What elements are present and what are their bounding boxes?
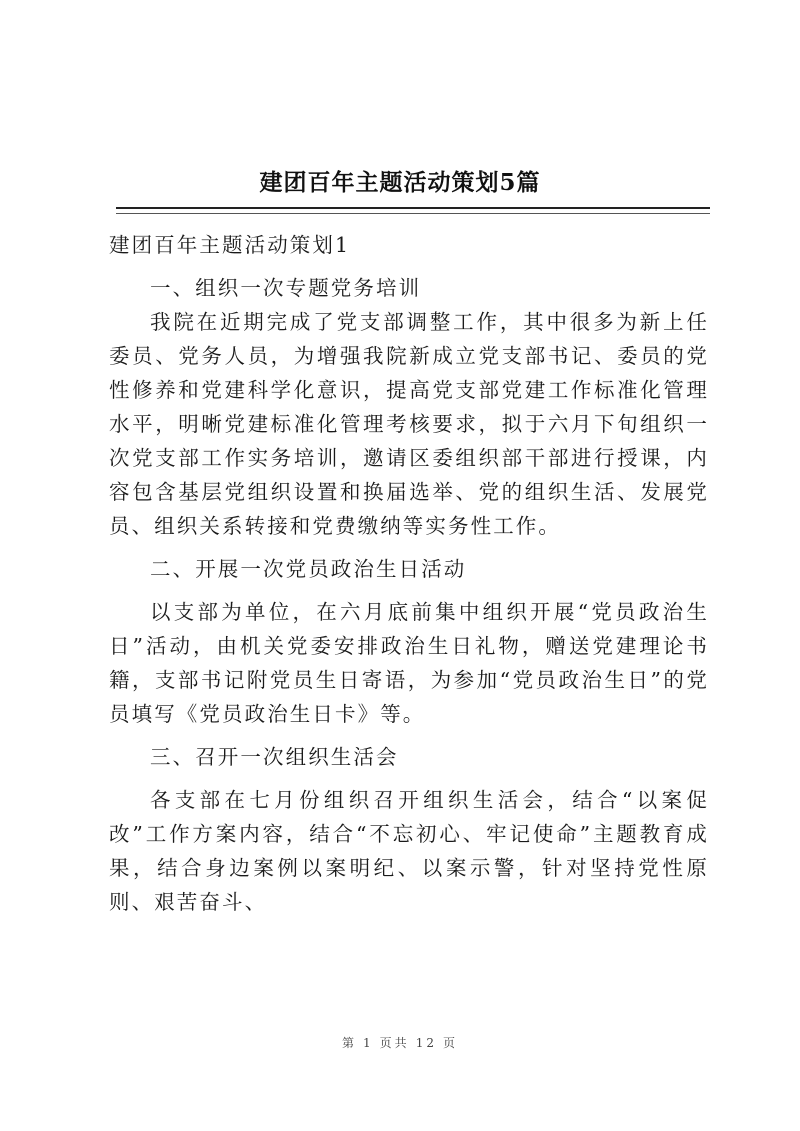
paragraph-3: 各支部在七月份组织召开组织生活会，结合“以案促改”工作方案内容，结合“不忘初心、牢记使命”主题教育成果，结合身边案例以案明纪、以案示警，针对坚持党性原则、艰苦奋斗、	[109, 788, 709, 914]
paragraph-1: 我院在近期完成了党支部调整工作，其中很多为新上任委员、党务人员，为增强我院新成立党支部书记、委员的党性修养和党建科学化意识，提高党支部党建工作标准化管理水平，明晰党建标准化管理考核要求，拟于六月下旬组织一次党支部工作实务培训，邀请区委组织部干部进行授课，内容包含基层党组织设置和换届选举、党的组织生活、发展党员、组织关系转接和党费缴纳等实务性工作。	[109, 310, 709, 538]
document-body	[109, 228, 709, 919]
paragraph-2: 以支部为单位，在六月底前集中组织开展“党员政治生日”活动，由机关党委安排政治生日礼物，赠送党建理论书籍，支部书记附党员生日寄语，为参加“党员政治生日”的党员填写《党员政治生日卡》等。	[109, 600, 709, 726]
document-title: 建团百年主题活动策划5篇	[259, 169, 541, 196]
footer-suffix: 页	[442, 1036, 458, 1050]
heading-3: 三、召开一次组织生活会	[150, 745, 399, 769]
footer-page-number: 1	[363, 1036, 374, 1050]
title-divider-thin	[116, 213, 710, 214]
footer-prefix: 第	[342, 1036, 358, 1050]
heading-1: 一、组织一次专题党务培训	[150, 276, 422, 300]
heading-2: 二、开展一次党员政治生日活动	[150, 557, 467, 581]
footer-middle: 页共	[379, 1036, 410, 1050]
section-title: 建团百年主题活动策划1	[109, 233, 351, 257]
page-footer	[0, 1034, 800, 1051]
footer-total-pages: 12	[415, 1036, 437, 1050]
title-divider	[116, 207, 710, 209]
